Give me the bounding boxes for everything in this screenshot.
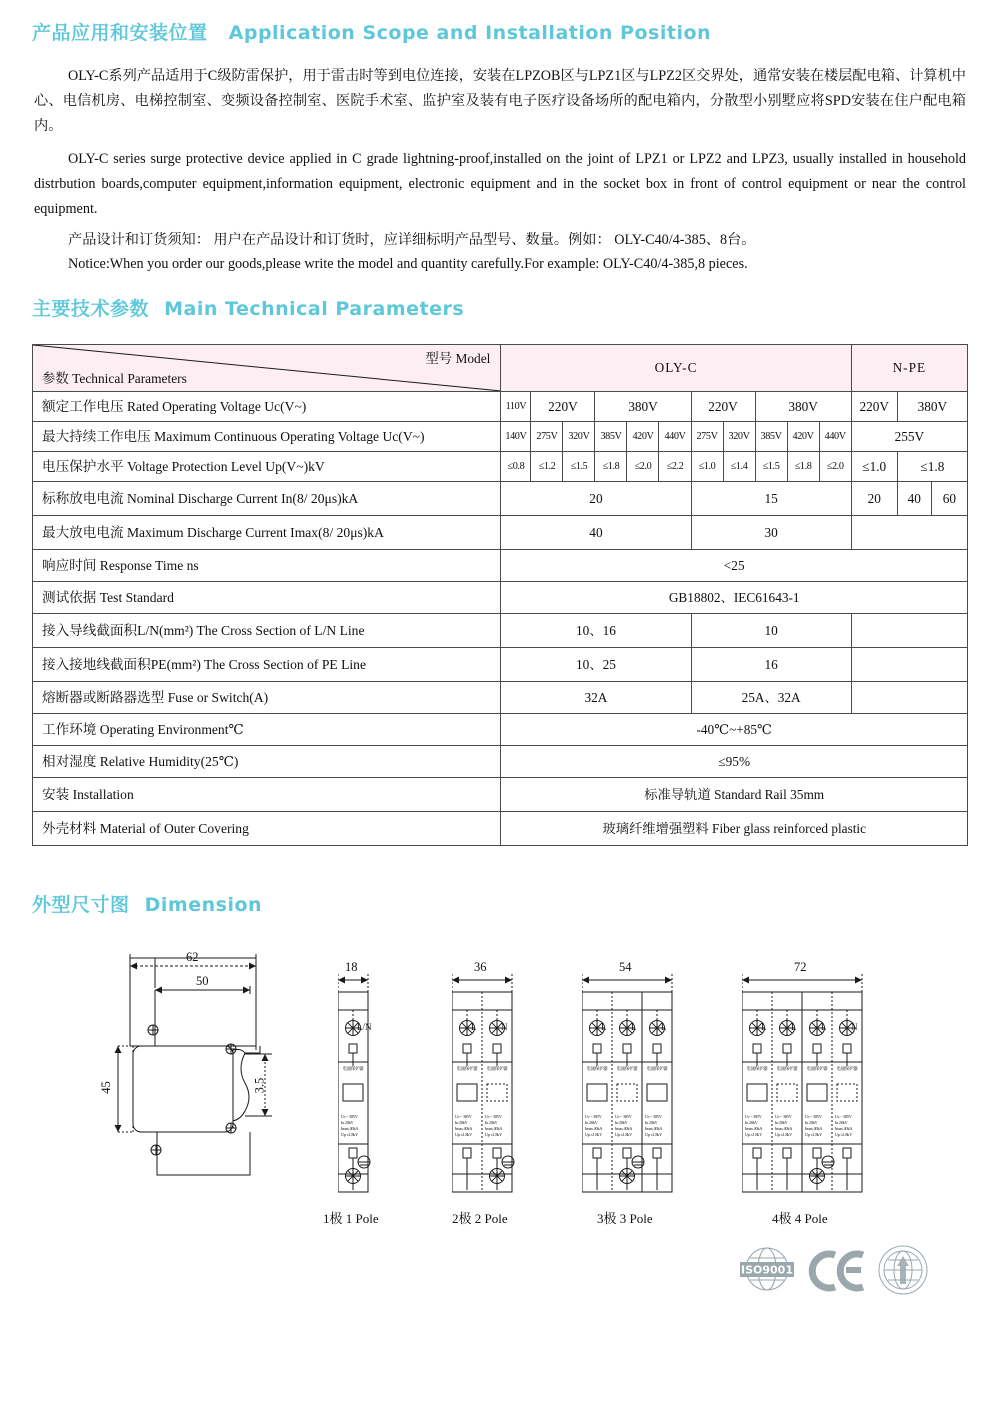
module-spec-line: Up ≤1.8kV	[645, 1132, 663, 1138]
module-spec-line: Uc ~ 385V	[835, 1114, 852, 1119]
table-cell: 420V	[787, 422, 819, 452]
table-cell: ≤0.8	[501, 452, 531, 482]
section-heading-parameters-zh: 主要技术参数	[32, 298, 150, 320]
table-corner-cell	[33, 345, 501, 392]
table-cell: ≤1.5	[755, 452, 787, 482]
table-cell: 玻璃纤维增强塑料 Fiber glass reinforced plastic	[501, 812, 968, 846]
table-row	[33, 778, 968, 812]
module-spec-block	[835, 1114, 861, 1138]
module-spec-line: Up ≤1.8kV	[805, 1132, 823, 1138]
module-spec-block	[805, 1114, 831, 1138]
table-cell: ≤1.2	[531, 452, 563, 482]
paragraph-application-zh	[34, 64, 966, 139]
module-device-name: 电涌保护器	[776, 1066, 798, 1071]
module-spec-line: Uc ~ 385V	[645, 1114, 662, 1119]
table-cell: ≤2.0	[627, 452, 659, 482]
table-cell: ≤1.0	[851, 452, 897, 482]
module-spec-line: In 20kV	[615, 1120, 628, 1126]
row-label: 接入接地线截面积PE(mm²) The Cross Section of PE Line	[33, 648, 501, 682]
module-spec-line: Uc ~ 385V	[455, 1114, 472, 1119]
section-heading-application	[32, 18, 711, 45]
pole-module-1	[323, 960, 398, 1226]
module-spec-line: Up ≤1.8kV	[485, 1132, 503, 1138]
module-device-name: 电涌保护器	[342, 1066, 364, 1071]
table-cell: 140V	[501, 422, 531, 452]
pole-module-caption-3: 3极 3 Pole	[597, 1211, 653, 1226]
pole-terminal-label: L	[471, 1022, 477, 1032]
section-heading-dimension-en: Dimension	[144, 894, 263, 916]
section-heading-dimension	[32, 890, 262, 917]
module-spec-line: Imax 40kA	[615, 1126, 633, 1132]
table-cell: 275V	[531, 422, 563, 452]
module-spec-line: Up ≤1.8kV	[585, 1132, 603, 1138]
paragraph-application-en	[34, 147, 966, 222]
table-cell: 220V	[691, 392, 755, 422]
module-spec-line: Imax 40kA	[835, 1126, 853, 1132]
pole-terminal-label: L	[631, 1022, 637, 1032]
module-spec-block	[615, 1114, 641, 1138]
module-spec-line: In 20kV	[645, 1120, 658, 1126]
pole-module-4	[742, 960, 892, 1226]
table-cell: 380V	[755, 392, 851, 422]
table-cell: 40	[501, 516, 691, 550]
table-header-row	[33, 345, 968, 392]
module-spec-line: In 20kV	[341, 1120, 354, 1126]
table-cell: ≤95%	[501, 746, 968, 778]
table-cell: 420V	[627, 422, 659, 452]
module-device-name: 电涌保护器	[646, 1066, 668, 1071]
table-cell: 32A	[501, 682, 691, 714]
table-cell: 16	[691, 648, 851, 682]
module-spec-line: Uc ~ 385V	[805, 1114, 822, 1119]
module-spec-block	[341, 1114, 367, 1138]
pole-terminal-label: N	[501, 1022, 508, 1032]
table-cell	[851, 614, 967, 648]
module-device-name: 电涌保护器	[806, 1066, 828, 1071]
module-spec-line: Uc ~ 385V	[341, 1114, 358, 1119]
module-spec-block	[645, 1114, 671, 1138]
table-row	[33, 746, 968, 778]
module-spec-line: Up ≤1.8kV	[745, 1132, 763, 1138]
table-cell: 10、25	[501, 648, 691, 682]
table-cell: 440V	[819, 422, 851, 452]
pole-module-caption-2: 2极 2 Pole	[452, 1211, 508, 1226]
module-spec-line: Uc ~ 385V	[485, 1114, 502, 1119]
module-spec-line: In 20kV	[585, 1120, 598, 1126]
row-label: 测试依据 Test Standard	[33, 582, 501, 614]
table-row	[33, 452, 968, 482]
table-cell: ≤2.2	[659, 452, 691, 482]
table-cell: 275V	[691, 422, 723, 452]
row-label: 最大放电电流 Maximum Discharge Current Imax(8/ 20μs)kA	[33, 516, 501, 550]
pole-module-2	[452, 960, 542, 1226]
module-spec-line: In 20kV	[775, 1120, 788, 1126]
table-cell: 30	[691, 516, 851, 550]
table-cell: ≤1.8	[897, 452, 967, 482]
dim-label-62: 62	[186, 950, 199, 964]
table-group-header-1: N-PE	[851, 345, 967, 392]
table-row	[33, 392, 968, 422]
pole-terminal-label: L	[601, 1022, 607, 1032]
module-width-label-3: 54	[619, 960, 632, 974]
table-row	[33, 422, 968, 452]
module-device-name: 电涌保护器	[836, 1066, 858, 1071]
module-width-label-1: 18	[345, 960, 358, 974]
pole-terminal-label: L/N	[357, 1022, 372, 1032]
table-cell	[851, 682, 967, 714]
table-cell: 60	[931, 482, 967, 516]
table-corner-model: 型号 Model	[425, 351, 491, 366]
iso9001-logo	[736, 1243, 798, 1295]
technical-parameters-table	[32, 344, 968, 846]
table-cell: ≤2.0	[819, 452, 851, 482]
module-spec-line: In 20kV	[455, 1120, 468, 1126]
table-cell: 255V	[851, 422, 967, 452]
table-cell: 320V	[723, 422, 755, 452]
table-row	[33, 582, 968, 614]
table-cell: 10、16	[501, 614, 691, 648]
table-cell: 220V	[851, 392, 897, 422]
row-label: 工作环境 Operating Environment℃	[33, 714, 501, 746]
row-label: 熔断器或断路器选型 Fuse or Switch(A)	[33, 682, 501, 714]
module-spec-block	[585, 1114, 611, 1138]
module-spec-line: Uc ~ 385V	[615, 1114, 632, 1119]
module-spec-line: Uc ~ 385V	[745, 1114, 762, 1119]
module-spec-line: Up ≤1.8kV	[341, 1132, 359, 1138]
row-label: 接入导线截面积L/N(mm²) The Cross Section of L/N Line	[33, 614, 501, 648]
module-spec-line: Up ≤1.8kV	[615, 1132, 633, 1138]
table-row	[33, 550, 968, 582]
module-spec-line: Up ≤1.8kV	[775, 1132, 793, 1138]
module-spec-line: In 20kV	[745, 1120, 758, 1126]
paragraph-application-en-text: OLY-C series surge protective device applied in C grade lightning-proof,installed on the joint of LPZ1 or LPZ2 and LPZ3, usually installed in household distrbution boards,computer equipment,information equipment, electronic equipment and in the socket box in front of control equipment or near the control equipment.	[34, 151, 966, 217]
pole-module-caption-4: 4极 4 Pole	[772, 1211, 828, 1226]
iso9001-label: ISO9001	[741, 1263, 793, 1277]
table-row	[33, 682, 968, 714]
module-device-name: 电涌保护器	[486, 1066, 508, 1071]
module-width-label-2: 36	[474, 960, 487, 974]
paragraph-order-notice-zh	[34, 228, 966, 253]
module-spec-line: Imax 40kA	[805, 1126, 823, 1132]
row-label: 外壳材料 Material of Outer Covering	[33, 812, 501, 846]
row-label: 响应时间 Response Time ns	[33, 550, 501, 582]
module-spec-block	[455, 1114, 481, 1138]
table-cell: ≤1.0	[691, 452, 723, 482]
table-cell: 20	[851, 482, 897, 516]
section-heading-dimension-zh: 外型尺寸图	[32, 894, 130, 916]
module-device-name: 电涌保护器	[616, 1066, 638, 1071]
table-cell: 40	[897, 482, 931, 516]
table-cell: 25A、32A	[691, 682, 851, 714]
table-corner-param: 参数 Technical Parameters	[42, 370, 187, 386]
paragraph-order-notice-zh-text: 产品设计和订货须知： 用户在产品设计和订货时，应详细标明产品型号、数量。例如： OLY-C40/4-385、8台。	[68, 232, 756, 248]
row-label: 安装 Installation	[33, 778, 501, 812]
row-label: 额定工作电压 Rated Operating Voltage Uc(V~)	[33, 392, 501, 422]
section-heading-application-en: Application Scope and Installation Position	[228, 22, 712, 44]
table-cell: <25	[501, 550, 968, 582]
table-cell: 20	[501, 482, 691, 516]
pole-terminal-label: N	[851, 1022, 858, 1032]
paragraph-application-zh-text: OLY-C系列产品适用于C级防雷保护，用于雷击时等到电位连接，安装在LPZOB区与LPZ1区与LPZ2区交界处，通常安装在楼层配电箱、计算机中心、电信机房、电梯控制室、变频设备控制室、医院手术室、监护室及装有电子医疗设备场所的配电箱内，分散型小别墅应将SPD安装在住户配电箱内。	[34, 68, 966, 134]
module-device-name: 电涌保护器	[746, 1066, 768, 1071]
module-spec-line: Imax 40kA	[585, 1126, 603, 1132]
table-row	[33, 614, 968, 648]
table-cell	[851, 516, 967, 550]
table-cell: -40℃~+85℃	[501, 714, 968, 746]
table-cell: 标准导轨道 Standard Rail 35mm	[501, 778, 968, 812]
ccc-logo	[876, 1244, 930, 1296]
pole-terminal-label: L	[791, 1022, 797, 1032]
dim-label-3-5: 3.5	[252, 1077, 267, 1094]
dim-label-45: 45	[98, 1081, 113, 1094]
side-view-drawing	[100, 950, 310, 1200]
module-device-name: 电涌保护器	[456, 1066, 478, 1071]
table-row	[33, 648, 968, 682]
row-label: 标称放电电流 Nominal Discharge Current In(8/ 20μs)kA	[33, 482, 501, 516]
module-spec-line: Imax 40kA	[485, 1126, 503, 1132]
pole-terminal-label: L	[761, 1022, 767, 1032]
table-cell: 380V	[897, 392, 967, 422]
module-spec-line: Up ≤1.8kV	[455, 1132, 473, 1138]
module-device-name: 电涌保护器	[586, 1066, 608, 1071]
module-spec-line: Imax 40kA	[745, 1126, 763, 1132]
table-cell: 10	[691, 614, 851, 648]
pole-module-3	[582, 960, 702, 1226]
module-spec-line: In 20kV	[805, 1120, 818, 1126]
table-row	[33, 714, 968, 746]
table-cell: ≤1.8	[595, 452, 627, 482]
module-spec-line: Up ≤1.8kV	[835, 1132, 853, 1138]
module-width-label-4: 72	[794, 960, 807, 974]
table-cell: 440V	[659, 422, 691, 452]
module-spec-line: Imax 40kA	[775, 1126, 793, 1132]
module-spec-line: In 20kV	[485, 1120, 498, 1126]
module-spec-block	[485, 1114, 511, 1138]
table-cell: 110V	[501, 392, 531, 422]
table-cell: 380V	[595, 392, 691, 422]
module-spec-line: Uc ~ 385V	[775, 1114, 792, 1119]
pole-terminal-label: L	[821, 1022, 827, 1032]
paragraph-order-notice-en-text: Notice:When you order our goods,please write the model and quantity carefully.For example: OLY-C40/4-385,8 pieces.	[68, 256, 748, 272]
paragraph-order-notice-en	[34, 252, 966, 277]
ce-logo	[808, 1245, 870, 1297]
table-cell: GB18802、IEC61643-1	[501, 582, 968, 614]
table-cell: ≤1.8	[787, 452, 819, 482]
section-heading-parameters-en: Main Technical Parameters	[164, 298, 465, 320]
table-group-header-0: OLY-C	[501, 345, 851, 392]
pole-module-caption-1: 1极 1 Pole	[323, 1211, 379, 1226]
table-cell	[851, 648, 967, 682]
table-row	[33, 812, 968, 846]
table-cell: 220V	[531, 392, 595, 422]
row-label: 电压保护水平 Voltage Protection Level Up(V~)kV	[33, 452, 501, 482]
pole-terminal-label: L	[661, 1022, 667, 1032]
module-spec-line: Imax 40kA	[645, 1126, 663, 1132]
section-heading-parameters	[32, 294, 464, 321]
dim-label-50: 50	[196, 974, 209, 988]
row-label: 相对湿度 Relative Humidity(25℃)	[33, 746, 501, 778]
module-spec-line: Imax 40kA	[455, 1126, 473, 1132]
table-row	[33, 516, 968, 550]
certification-logos	[736, 1243, 936, 1297]
table-cell: 385V	[595, 422, 627, 452]
module-spec-line: In 20kV	[835, 1120, 848, 1126]
module-spec-line: Imax 40kA	[341, 1126, 359, 1132]
table-cell: 15	[691, 482, 851, 516]
table-cell: 385V	[755, 422, 787, 452]
row-label: 最大持续工作电压 Maximum Continuous Operating Voltage Uc(V~)	[33, 422, 501, 452]
table-cell: ≤1.5	[563, 452, 595, 482]
table-cell: 320V	[563, 422, 595, 452]
module-spec-block	[775, 1114, 801, 1138]
table-row	[33, 482, 968, 516]
section-heading-application-zh: 产品应用和安装位置	[32, 22, 208, 44]
module-spec-line: Uc ~ 385V	[585, 1114, 602, 1119]
table-cell: ≤1.4	[723, 452, 755, 482]
module-spec-block	[745, 1114, 771, 1138]
